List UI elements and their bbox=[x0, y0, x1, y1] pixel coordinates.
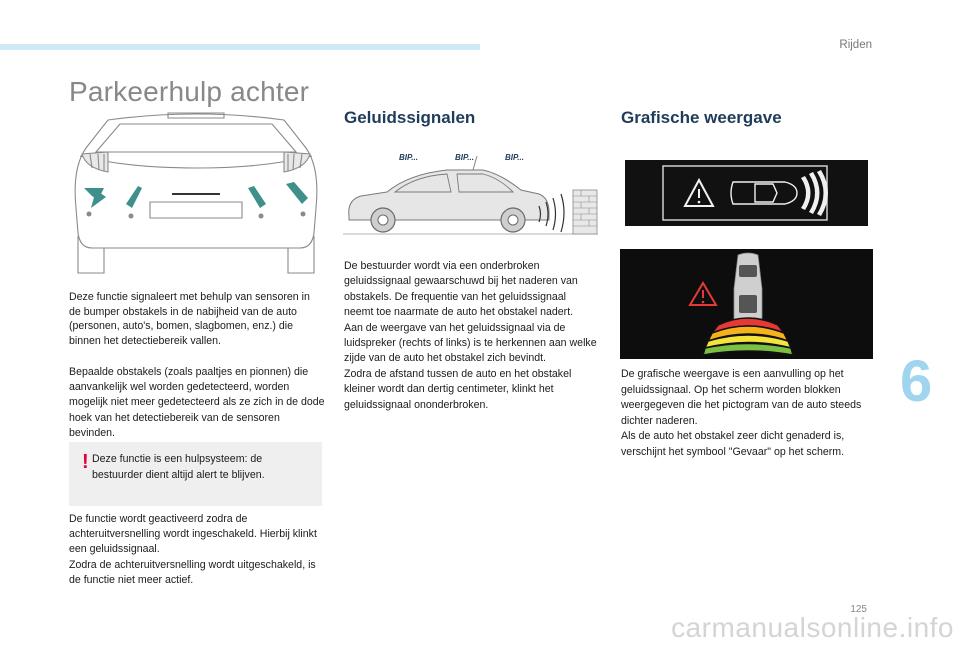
sound-para-2: Aan de weergave van het geluidssignaal via de luidspreker (rechts of links) is te herkennen aan welke zijde van de auto het obstakel zich bevindt. bbox=[344, 321, 597, 365]
sound-signals-text bbox=[344, 259, 598, 413]
bip-label-1: BIP... bbox=[399, 153, 418, 162]
sound-signals-heading: Geluidssignalen bbox=[344, 108, 476, 127]
header-accent-bar bbox=[0, 44, 480, 50]
blind-spot-paragraph: Bepaalde obstakels (zoals paaltjes en pionnen) die aanvankelijk wel worden gedetecteerd, worden mogelijk niet meer gedetecteerd als ze zich in de dode hoek van het detectiebereik van de sensoren bevinden. bbox=[69, 366, 325, 439]
intro-paragraph: Deze functie signaleert met behulp van sensoren in de bumper obstakels in de nabijheid van de auto (personen, auto's, bomen, slagbomen, enz.) die binnen het detectiebereik vallen. bbox=[69, 291, 310, 347]
graphic-display-text bbox=[621, 367, 875, 461]
warning-text: Deze functie is een hulpsysteem: de bestuurder dient altijd alert te blijven. bbox=[92, 453, 265, 481]
bip-label-2: BIP... bbox=[455, 153, 474, 162]
deactivation-text: Zodra de achteruitversnelling wordt uitgeschakeld, is de functie niet meer actief. bbox=[69, 558, 316, 586]
activation-paragraph bbox=[69, 512, 327, 588]
bip-label-3: BIP... bbox=[505, 153, 524, 162]
graphic-para-1: De grafische weergave is een aanvulling op het geluidssignaal. Op het scherm worden blokken weergegeven die het pictogram van de auto steeds dichter naderen. bbox=[621, 368, 862, 427]
activation-text: De functie wordt geactiveerd zodra de achteruitversnelling wordt ingeschakeld. Hierbij klinkt een geluidssignaal. bbox=[69, 513, 317, 556]
sound-para-1: De bestuurder wordt via een onderbroken geluidssignaal gewaarschuwd bij het naderen van obstakels. De frequentie van het geluidssignaal neemt toe naarmate de auto het obstakel nadert. bbox=[344, 260, 578, 319]
graphic-para-2: Als de auto het obstakel zeer dicht genaderd is, verschijnt het symbool "Gevaar" op het scherm. bbox=[621, 430, 845, 458]
page-title: Parkeerhulp achter bbox=[69, 76, 310, 107]
graphic-display-heading: Grafische weergave bbox=[621, 108, 782, 127]
warning-exclamation-icon: ! bbox=[82, 451, 89, 473]
watermark: carmanualsonline.info bbox=[671, 612, 954, 643]
sound-para-3: Zodra de afstand tussen de auto en het obstakel kleiner wordt dan dertig centimeter, klinkt het geluidssignaal ononderbroken. bbox=[344, 367, 572, 411]
display-screen-small bbox=[625, 160, 868, 226]
section-name: Rijden bbox=[839, 39, 872, 51]
chapter-number: 6 bbox=[900, 349, 933, 414]
car-side-beep-illustration bbox=[343, 148, 598, 238]
car-rear-illustration bbox=[68, 108, 324, 278]
display-screen-large bbox=[620, 249, 873, 359]
page-number: 125 bbox=[850, 604, 867, 615]
